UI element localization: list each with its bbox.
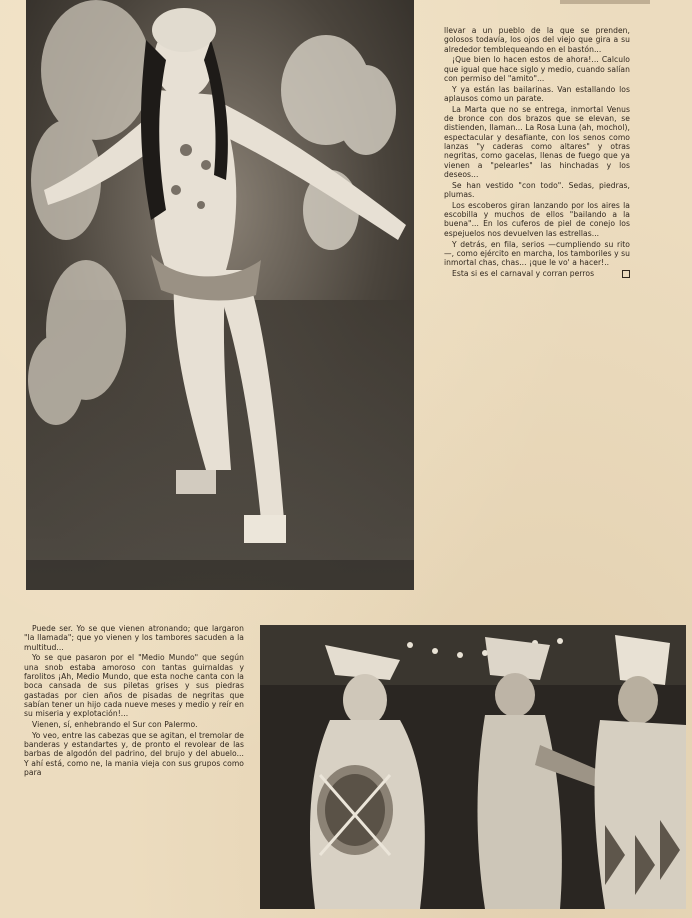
right-paragraph-6: Los escoberos giran lanzando por los aires la escobilla y muchos de ellos "bailando a la buena"... En los cuferos de piel de conejo los espejuelos nos devuelven las estrellas... — [444, 200, 630, 238]
drummers-photo-image — [260, 625, 686, 909]
dancer-photo — [26, 0, 414, 590]
right-paragraph-2: ¡Que bien lo hacen estos de ahora!... Calculo que igual que hace siglo y medio, cuando salían con permiso del "amito"... — [444, 55, 630, 83]
right-paragraph-7: Y detrás, en fila, serios —cumpliendo su rito—, como ejército en marcha, los tamboriles y su inmortal chas, chas... ¡que le vo' a hacer!.. — [444, 239, 630, 268]
left-paragraph-1: Puede ser. Yo se que vienen atronando; que largaron "la llamada"; que yo vienen y los tambores sacuden a la multitud... — [24, 624, 244, 652]
right-paragraph-8-text: Esta si es el carnaval y corran perros — [452, 268, 595, 278]
drummers-photo — [260, 625, 686, 909]
dancer-photo-image — [26, 0, 414, 590]
article-right-column — [444, 26, 630, 280]
right-paragraph-3: Y ya están las bailarinas. Van estallando los aplausos como un parate. — [444, 84, 630, 104]
left-paragraph-2: Yo se que pasaron por el "Medio Mundo" que según una snob estaba amoroso con tantas guirnaldas y farolitos ¡Ah, Medio Mundo, que esta noche canta con la boca cansada de sus piletas grises y sus piedras gastadas por cien años de pisadas de negritas que sabían tener un hijo cada nueve meses y medio y reír en su miseria y explotación!... — [24, 653, 244, 719]
left-paragraph-4: Yo veo, entre las cabezas que se agitan, el tremolar de banderas y estandartes y, de pronto el revolear de las barbas de algodón del padrino, del brujo y del abuelo... Y ahí está, como ne, la mania vieja con sus grupos como para — [24, 730, 244, 777]
article-left-column — [24, 624, 244, 779]
right-paragraph-1: llevar a un pueblo de la que se prenden, golosos todavía, los ojos del viejo que gira a su alrededor temblequeando en el bastón... — [444, 26, 630, 54]
left-paragraph-3: Vienen, sí, enhebrando el Sur con Palermo. — [32, 719, 198, 729]
page-edge-mark — [560, 0, 650, 4]
right-paragraph-8 — [444, 269, 630, 278]
end-of-article-mark — [622, 270, 630, 278]
right-paragraph-5: Se han vestido "con todo". Sedas, piedras, plumas. — [444, 180, 630, 200]
right-paragraph-4: La Marta que no se entrega, inmortal Venus de bronce con dos brazos que se elevan, se distienden, llaman... La Rosa Luna (ah, mochol), espectacular y desafiante, con los senos como lanzas "y caderas como altares" y otras negritas, como gacelas, llenas de fuego que ya vienen a "pelearles" las hinchadas y los deseos... — [444, 104, 630, 179]
